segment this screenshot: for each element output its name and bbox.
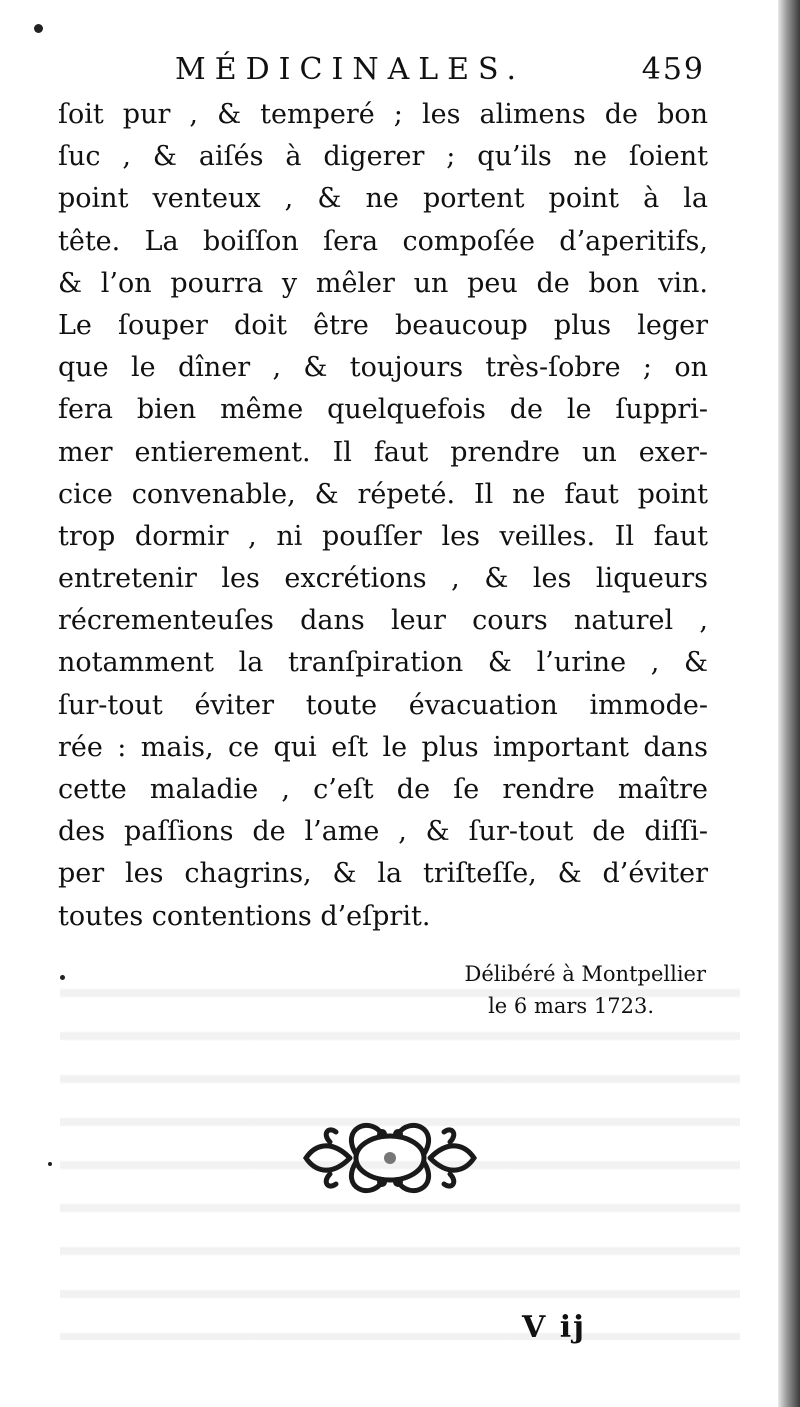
text-line: & l’on pourra y mêler un peu de bon vin.	[58, 267, 708, 299]
page-edge-shadow	[778, 0, 800, 1407]
text-line: cice convenable, & répeté. Il ne faut point	[58, 478, 708, 510]
text-line: cette maladie , c’eſt de ſe rendre maître	[58, 774, 708, 805]
text-line: que le dîner , & toujours très-ſobre ; on	[58, 352, 708, 384]
page-number: 459	[641, 52, 705, 87]
text-line: per les chagrins, & la triſteſſe, & d’éviter	[58, 858, 708, 890]
fleuron-ornament-icon	[300, 1108, 480, 1208]
body-text	[58, 94, 708, 938]
ink-speck	[34, 24, 43, 33]
text-line: tête. La boiſſon ſera compoſée d’aperitifs,	[58, 225, 708, 257]
text-line: ſur-tout éviter toute évacuation immode-	[58, 689, 708, 721]
text-line: entretenir les excrétions , & les liqueurs	[58, 563, 708, 595]
text-line: mer entierement. Il faut prendre un exer-	[58, 436, 708, 468]
text-line: Le ſouper doit être beaucoup plus leger	[58, 309, 708, 341]
signoff	[370, 958, 706, 1022]
running-head	[175, 48, 715, 92]
text-line: toutes contentions d’eſprit.	[58, 900, 431, 932]
running-head-title: MÉDICINALES.	[175, 52, 526, 87]
text-line: récrementeuſes dans leur cours naturel ,	[58, 605, 708, 637]
signoff-place: Délibéré à Montpellier	[464, 962, 706, 986]
ink-speck	[48, 1162, 52, 1166]
text-line: ſoit pur , & temperé ; les alimens de bon	[58, 99, 708, 130]
signature-mark: V ij	[522, 1310, 586, 1345]
text-line: fera bien même quelquefois de le ſuppri-	[58, 394, 708, 426]
ink-speck	[60, 975, 65, 980]
text-line: trop dormir , ni pouſſer les veilles. Il faut	[58, 520, 708, 552]
text-line: point venteux , & ne portent point à la	[58, 183, 708, 215]
text-line: rée : mais, ce qui eſt le plus important dans	[58, 731, 708, 763]
signoff-date: le 6 mars 1723.	[488, 994, 654, 1018]
text-line: notamment la tranſpiration & l’urine , &	[58, 647, 708, 679]
text-line: des paſſions de l’ame , & ſur-tout de diſſi-	[58, 816, 708, 848]
text-line: ſuc , & aiſés à digerer ; qu’ils ne ſoient	[58, 141, 708, 173]
